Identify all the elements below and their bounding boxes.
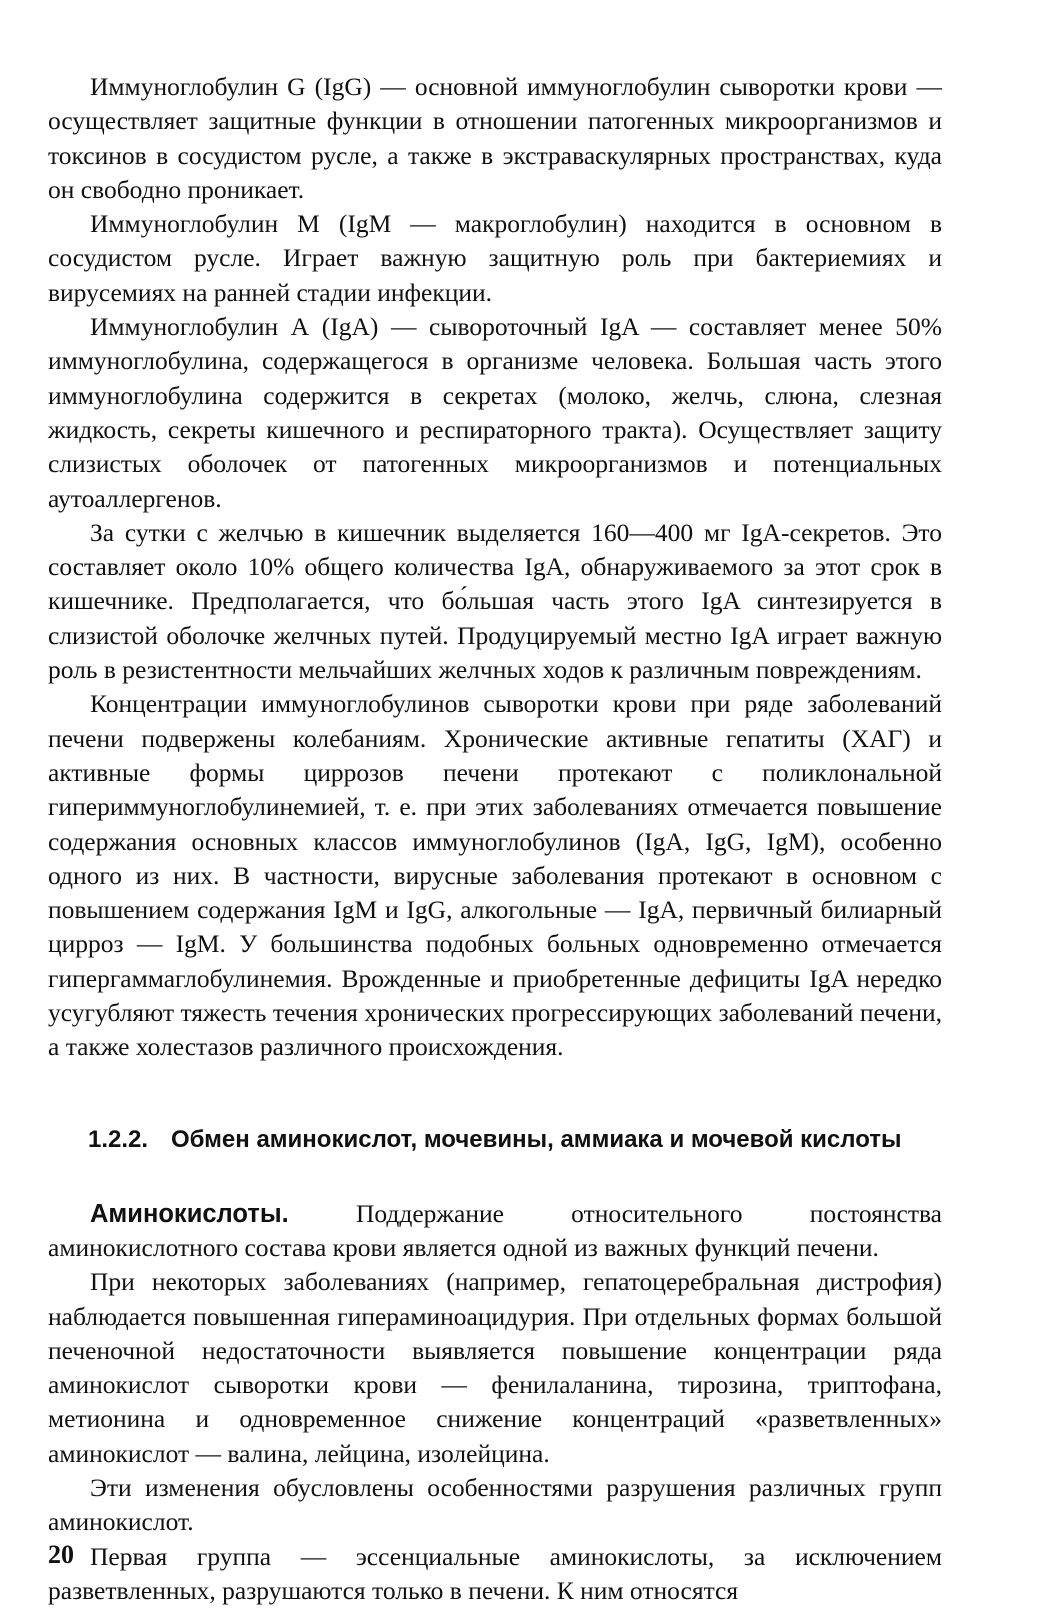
page-number: 20 [48, 1540, 74, 1569]
paragraph-lead-text: Поддержание относительного постоянства аминокислотного состава крови является одной из важных функций печени. [48, 1198, 942, 1262]
page-body [48, 70, 942, 1608]
paragraph-changes: Эти изменения обусловлены особенностями разрушения различных групп аминокислот. [48, 1472, 942, 1537]
paragraph-igm: Иммуноглобулин М (IgM — макроглобулин) находится в основном в сосудистом русле. Играет важную защитную роль при бактериемиях и вирусемиях на ранней стадии инфекции. [48, 209, 942, 307]
paragraph-lead: Аминокислоты. [90, 1199, 289, 1228]
paragraph-diseases: При некоторых заболеваниях (например, гепатоцеребральная дистрофия) наблюдается повышенная гипераминоацидурия. При отдельных формах большой печеночной недостаточности выявляется повышение концентрации ряда аминокислот сыворотки крови — фенилаланина, тирозина, триптофана, метионина и одновременное снижение концентраций «разветвленных» аминокислот — валина, лейцина, изолейцина. [48, 1267, 942, 1468]
paragraph-concentrations: Концентрации иммуноглобулинов сыворотки крови при ряде заболеваний печени подвержены колебаниям. Хронические активные гепатиты (ХАГ) и активные формы циррозов печени протекают с поликлональной гипериммуноглобулинемией, т. е. при этих заболеваниях отмечается повышение содержания основных классов иммуноглобулинов (IgA, IgG, IgM), особенно одного из них. В частности, вирусные заболевания протекают в основном с повышением содержания IgM и IgG, алкогольные — IgA, первичный билиарный цирроз — IgM. У большинства подобных больных одновременно отмечается гипергаммаглобулинемия. Врожденные и приобретенные дефициты IgA нередко усугубляют тяжесть течения хронических прогрессирующих заболеваний печени, а также холестазов различного происхождения. [48, 689, 942, 1062]
section-heading [88, 1123, 942, 1157]
section-number: 1.2.2. [88, 1125, 149, 1153]
paragraph-iga: Иммуноглобулин А (IgA) — сывороточный IgA — составляет менее 50% иммуноглобулина, содержащегося в организме человека. Большая часть этого иммуноглобулина содержится в секретах (молоко, желчь, слюна, слезная жидкость, секреты кишечного и респираторного тракта). Осуществляет защиту слизистых оболочек от патогенных микроорганизмов и потенциальных аутоаллергенов. [48, 312, 942, 513]
section-title: Обмен аминокислот, мочевины, аммиака и мочевой кислоты [171, 1125, 902, 1153]
paragraph-igg: Иммуноглобулин G (IgG) — основной иммуноглобулин сыворотки крови — осуществляет защитные функции в отношении патогенных микроорганизмов и токсинов в сосудистом русле, а также в экстраваскулярных пространствах, куда он свободно проникает. [48, 72, 942, 204]
paragraph-first-group: Первая группа — эссенциальные аминокислоты, за исключением разветвленных, разрушаются только в печени. К ним относятся [48, 1541, 942, 1605]
paragraph-amino-acids [48, 1197, 942, 1266]
paragraph-iga-bile: За сутки с желчью в кишечник выделяется 160—400 мг IgA-секретов. Это составляет около 10% общего количества IgA, обнаруживаемого за этот срок в кишечнике. Предполагается, что бо́льшая часть этого IgA синтезируется в слизистой оболочке желчных путей. Продуцируемый местно IgA играет важную роль в резистентности мельчайших желчных ходов к различным повреждениям. [48, 517, 942, 685]
